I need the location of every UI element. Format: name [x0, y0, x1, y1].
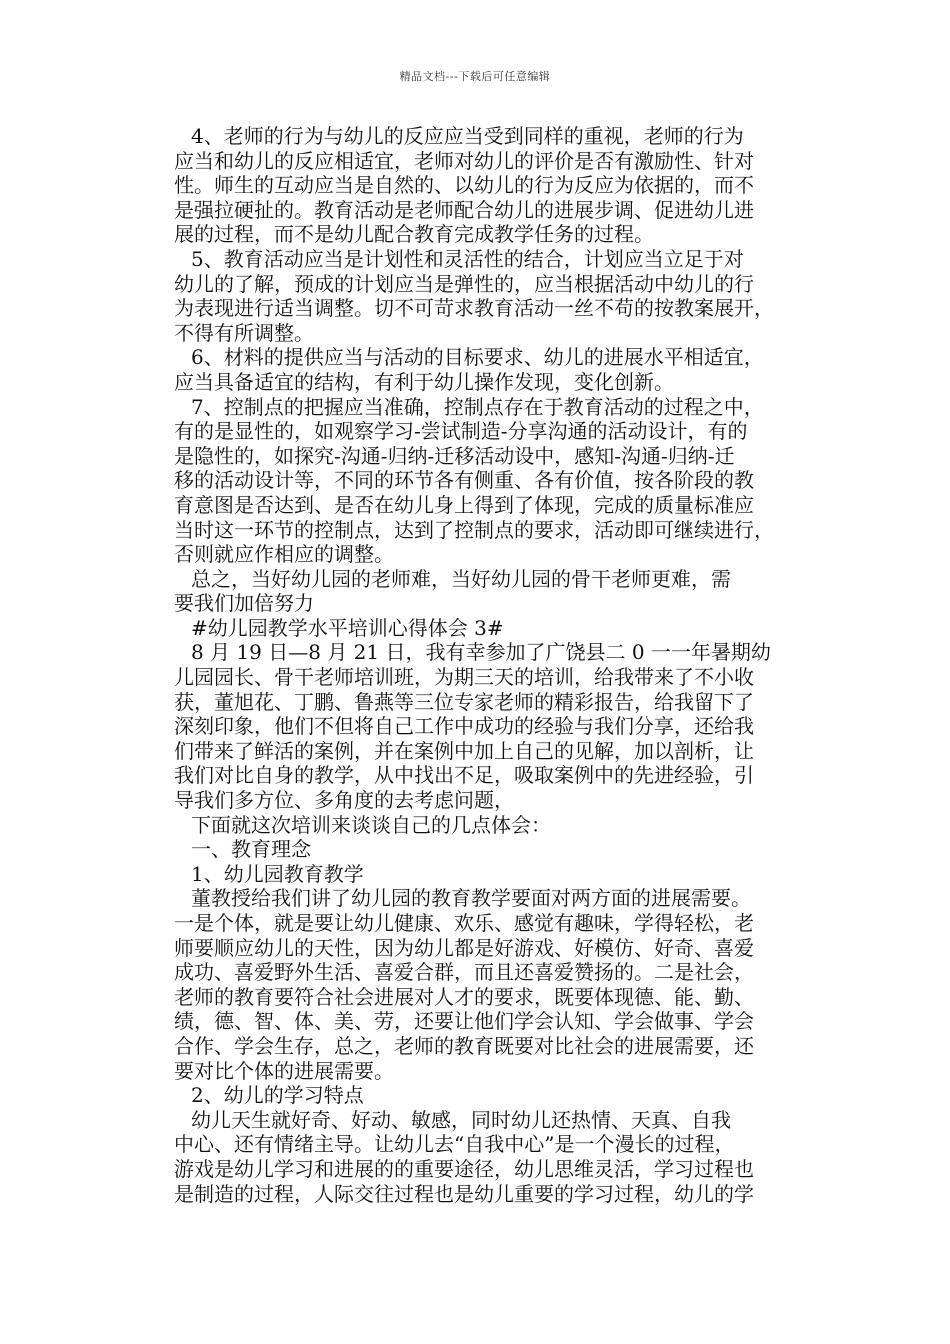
text-line: 1、幼儿园教育教学 — [191, 861, 364, 886]
text-line: 合作、学会生存，总之，老师的教育既要对比社会的进展需要，还 — [174, 1033, 754, 1058]
text-line: 师要顺应幼儿的天性，因为幼儿都是好游戏、好模仿、好奇、喜爱 — [174, 935, 754, 960]
text-line: 应当具备适宜的结构，有利于幼儿操作发现，变化创新。 — [174, 369, 674, 394]
text-line: #幼儿园教学水平培训心得体会 3# — [191, 615, 504, 640]
text-line: 我们对比自身的教学，从中找出不足，吸取案例中的先进经验，引 — [174, 763, 754, 788]
text-line: 有的是显性的，如观察学习-尝试制造-分享沟通的活动设计，有的 — [174, 419, 748, 444]
text-line: 当时这一环节的控制点，达到了控制点的要求，活动即可继续进行， — [174, 517, 774, 542]
text-line: 是隐性的，如探究-沟通-归纳-迁移活动设中，感知-沟通-归纳-迁 — [174, 443, 735, 468]
text-line: 2、幼儿的学习特点 — [191, 1083, 364, 1108]
text-line: 导我们多方位、多角度的去考虑问题， — [174, 788, 514, 813]
text-line: 深刻印象，他们不但将自己工作中成功的经验与我们分享，还给我 — [174, 714, 754, 739]
text-line: 性。师生的互动应当是自然的、以幼儿的行为反应为依据的，而不 — [174, 173, 754, 198]
text-line: 是强拉硬扯的。教育活动是老师配合幼儿的进展步调、促进幼儿进 — [174, 197, 754, 222]
text-line: 成功、喜爱野外生活、喜爱合群，而且还喜爱赞扬的。二是社会， — [174, 960, 754, 985]
text-line: 5、教育活动应当是计划性和灵活性的结合，计划应当立足于对 — [191, 246, 744, 271]
text-line: 们带来了鲜活的案例，并在案例中加上自己的见解，加以剖析，让 — [174, 738, 754, 763]
text-line: 幼儿的了解，预成的计划应当是弹性的，应当根据活动中幼儿的行 — [174, 271, 754, 296]
text-line: 幼儿天生就好奇、好动、敏感，同时幼儿还热情、天真、自我 — [191, 1107, 731, 1132]
text-line: 中心、还有情绪主导。让幼儿去“自我中心”是一个漫长的过程， — [174, 1132, 735, 1157]
text-line: 4、老师的行为与幼儿的反应应当受到同样的重视，老师的行为 — [191, 124, 744, 148]
text-line: 董教授给我们讲了幼儿园的教育教学要面对两方面的进展需要。 — [191, 886, 751, 911]
text-line: 7、控制点的把握应当准确，控制点存在于教育活动的过程之中， — [191, 394, 764, 419]
text-line: 下面就这次培训来谈谈自己的几点体会： — [191, 812, 551, 837]
text-line: 8 月 19 日—8 月 21 日，我有幸参加了广饶县二 0 一一年暑期幼 — [191, 640, 771, 665]
text-line: 为表现进行适当调整。切不可苛求教育活动一丝不苟的按教案展开， — [174, 296, 774, 321]
text-line: 要我们加倍努力 — [174, 591, 314, 616]
text-line: 总之，当好幼儿园的老师难，当好幼儿园的骨干老师更难，需 — [191, 566, 731, 591]
text-line: 育意图是否达到、是否在幼儿身上得到了体现，完成的质量标准应 — [174, 492, 754, 517]
text-line: 应当和幼儿的反应相适宜，老师对幼儿的评价是否有激励性、针对 — [174, 148, 754, 173]
text-line: 是制造的过程，人际交往过程也是幼儿重要的学习过程，幼儿的学 — [174, 1181, 754, 1206]
text-line: 一是个体，就是要让幼儿健康、欢乐、感觉有趣味，学得轻松，老 — [174, 911, 754, 935]
page-header: 精品文档---下载后可任意编辑 — [399, 70, 551, 83]
text-line: 绩，德、智、体、美、劳，还要让他们学会认知、学会做事、学会 — [174, 1009, 754, 1034]
text-line: 游戏是幼儿学习和进展的的重要途径，幼儿思维灵活，学习过程也 — [174, 1156, 754, 1181]
text-line: 6、材料的提供应当与活动的目标要求、幼儿的进展水平相适宜， — [191, 345, 764, 370]
text-line: 不得有所调整。 — [174, 320, 314, 345]
text-line: 获，董旭花、丁鹏、鲁燕等三位专家老师的精彩报告，给我留下了 — [174, 689, 754, 714]
text-line: 移的活动设计等，不同的环节各有侧重、各有价值，按各阶段的教 — [174, 468, 754, 493]
text-line: 展的过程，而不是幼儿配合教育完成教学任务的过程。 — [174, 222, 654, 247]
text-line: 儿园园长、骨干老师培训班，为期三天的培训，给我带来了不小收 — [174, 665, 754, 690]
text-line: 老师的教育要符合社会进展对人才的要求，既要体现德、能、勤、 — [174, 984, 754, 1009]
document-body — [174, 124, 814, 1206]
text-line: 一、教育理念 — [191, 837, 311, 862]
text-line: 否则就应作相应的调整。 — [174, 542, 394, 567]
text-line: 要对比个体的进展需要。 — [174, 1058, 394, 1083]
